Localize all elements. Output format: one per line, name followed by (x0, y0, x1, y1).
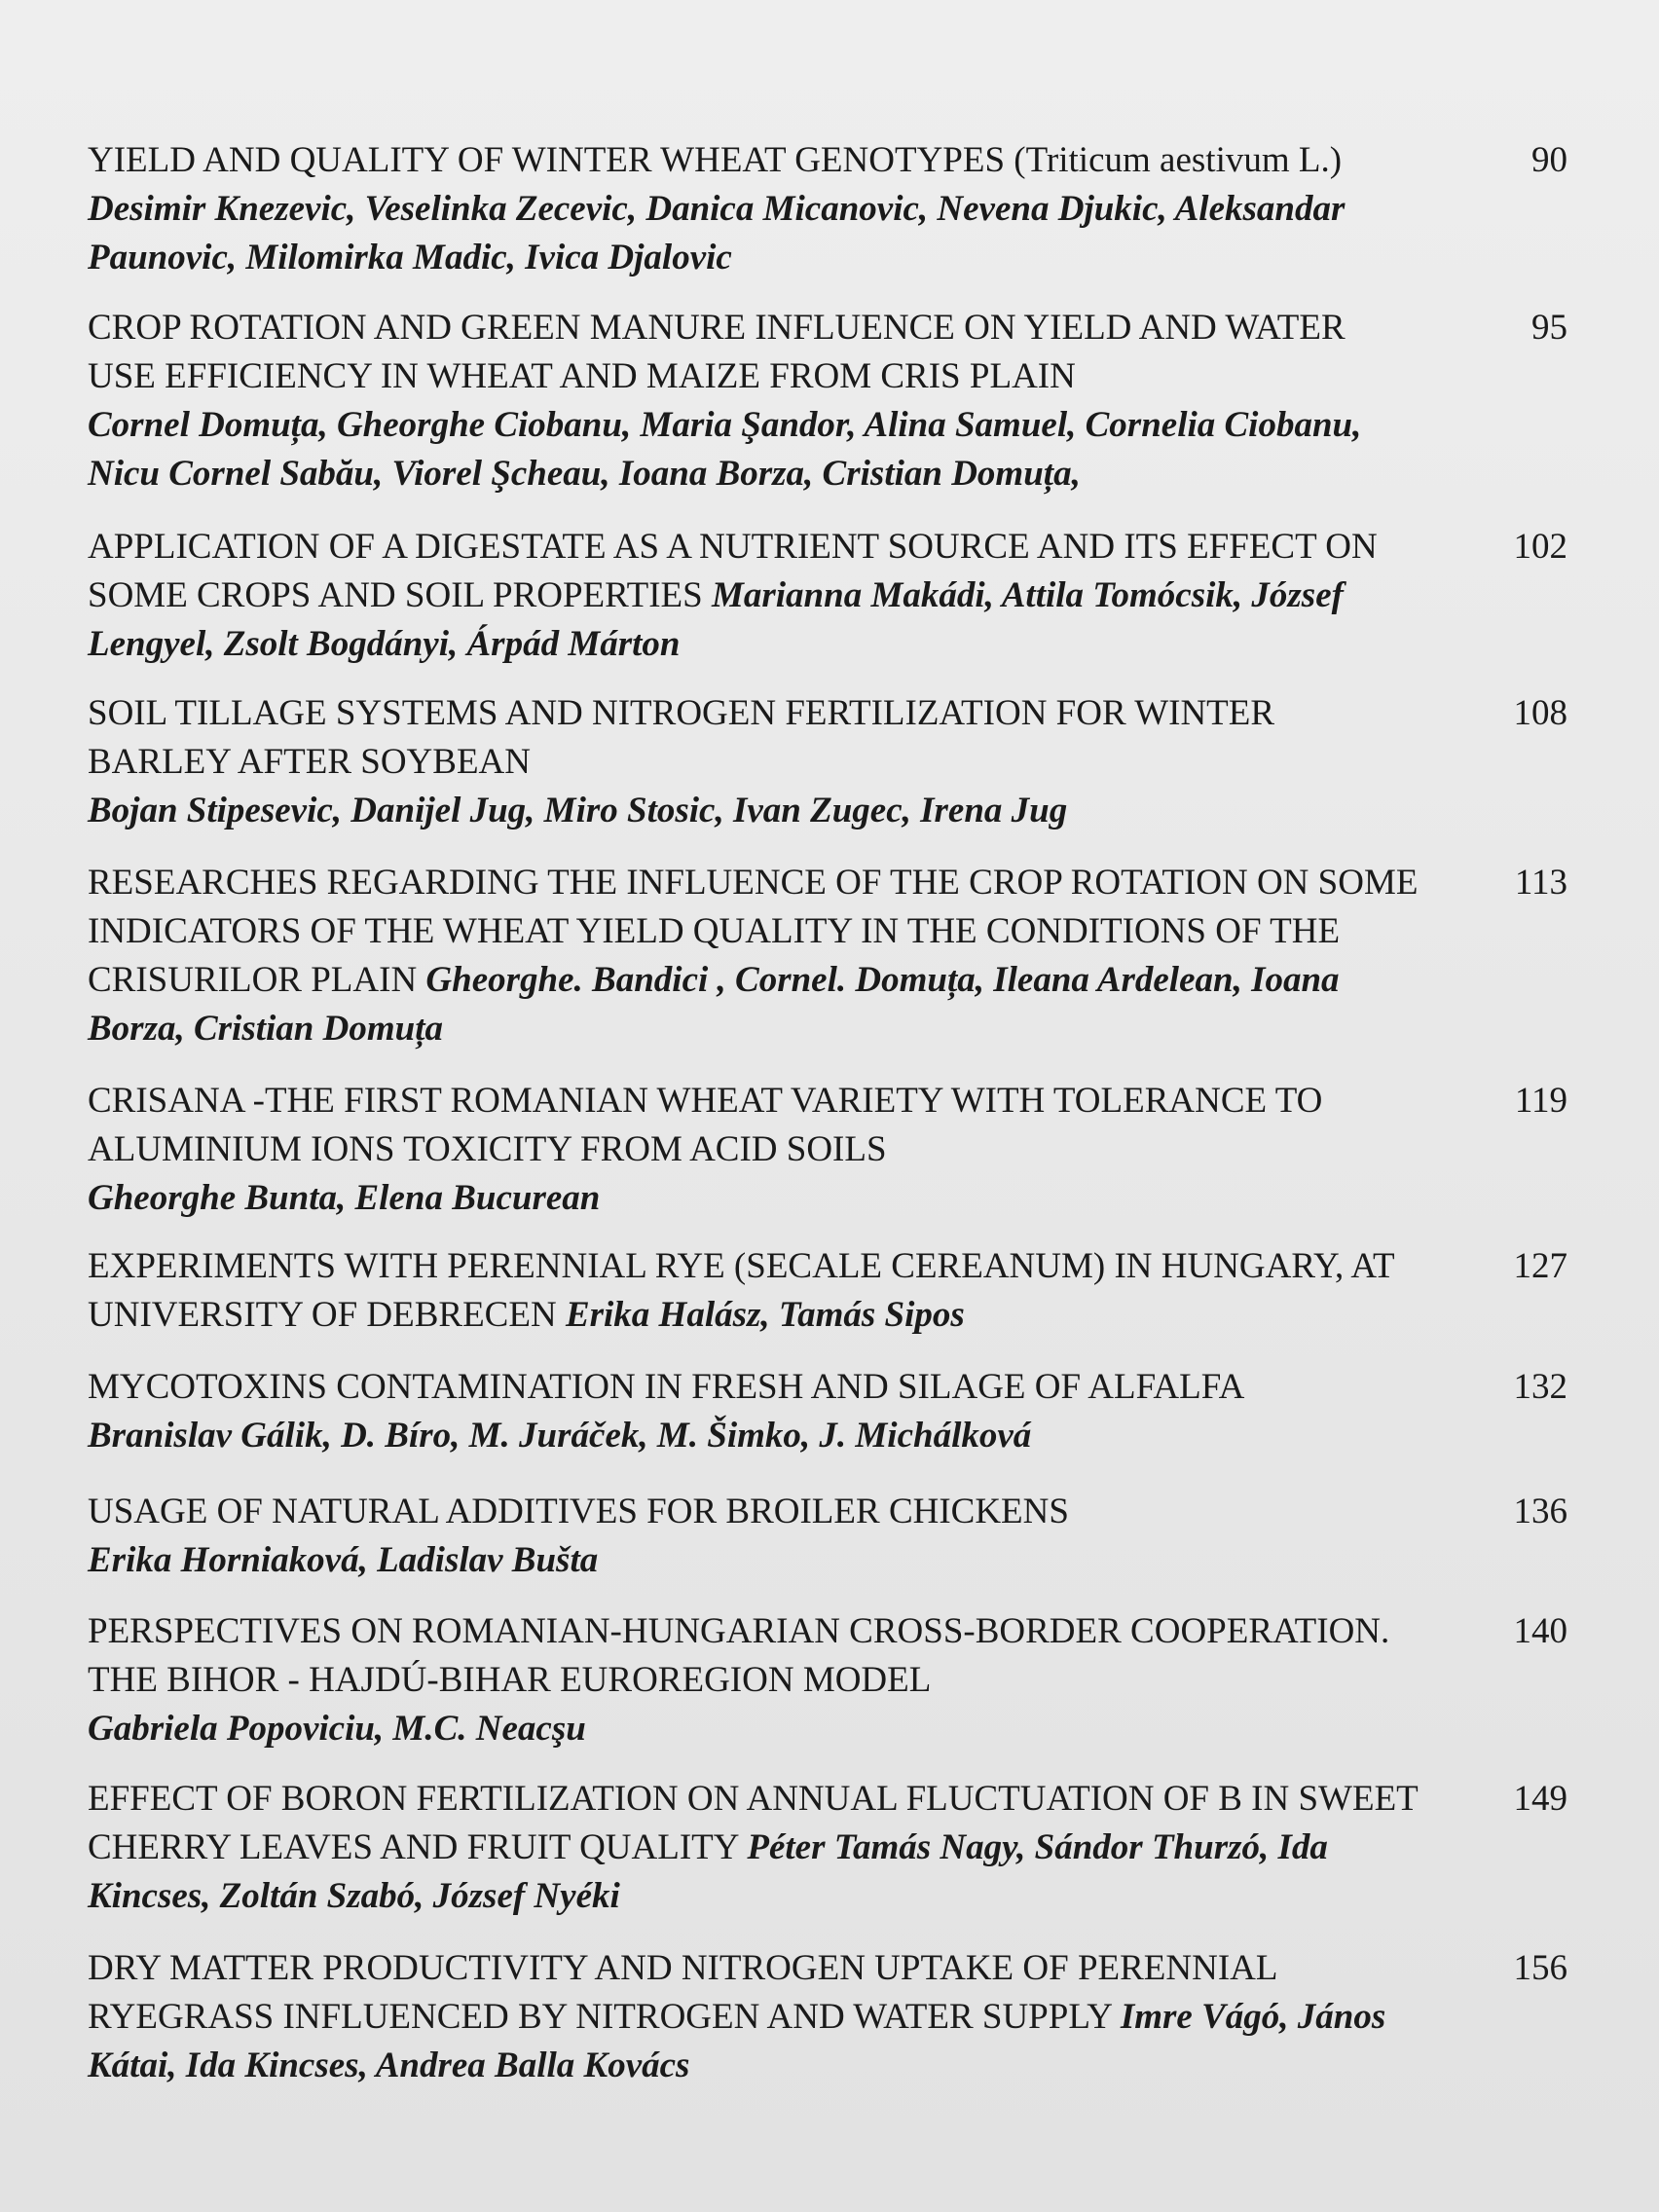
entry-authors: Erika Halász, Tamás Sipos (565, 1295, 965, 1335)
entry-authors: Desimir Knezevic, Veselinka Zecevic, Danica Micanovic, Nevena Djukic, Aleksandar Paunovic, Milomirka Madic, Ivica Djalovic (88, 189, 1346, 277)
entry-authors: Bojan Stipesevic, Danijel Jug, Miro Stosic, Ivan Zugec, Irena Jug (88, 791, 1068, 830)
toc-entry[interactable] (88, 1775, 1567, 1921)
toc-entry[interactable] (88, 1607, 1567, 1753)
entry-page-number: 108 (1513, 693, 1567, 733)
entry-authors: Gheorghe Bunta, Elena Bucurean (88, 1178, 601, 1218)
entry-page-number: 113 (1514, 863, 1567, 903)
entry-page-number: 140 (1513, 1611, 1567, 1651)
entry-authors: Péter Tamás Nagy, Sándor Thurzó, Ida Kincses, Zoltán Szabó, József Nyéki (88, 1827, 1328, 1916)
entry-title: SOIL TILLAGE SYSTEMS AND NITROGEN FERTILIZATION FOR WINTER BARLEY AFTER SOYBEAN (88, 693, 1275, 782)
entry-title: YIELD AND QUALITY OF WINTER WHEAT GENOTYPES (Triticum aestivum L.) (88, 140, 1343, 180)
toc-entry[interactable] (88, 1363, 1567, 1460)
toc-entry[interactable] (88, 1077, 1567, 1223)
toc-entry[interactable] (88, 859, 1567, 1053)
entry-authors: Erika Horniaková, Ladislav Bušta (88, 1540, 599, 1580)
toc-entry[interactable] (88, 523, 1567, 669)
toc-entry[interactable] (88, 304, 1567, 498)
toc-entry[interactable] (88, 1944, 1567, 2090)
entry-page-number: 156 (1513, 1948, 1567, 1988)
entry-title: RESEARCHES REGARDING THE INFLUENCE OF THE CROP ROTATION ON SOME INDICATORS OF THE WHEAT YIELD QUALITY IN THE CONDITIONS OF THE CRISURILOR PLAIN (88, 863, 1419, 1000)
entry-authors: Cornel Domuța, Gheorghe Ciobanu, Maria Şandor, Alina Samuel, Cornelia Ciobanu, Nicu Cornel Sabău, Viorel Şcheau, Ioana Borza, Cristian Domuța, (88, 405, 1362, 494)
entry-title: MYCOTOXINS CONTAMINATION IN FRESH AND SILAGE OF ALFALFA (88, 1367, 1245, 1407)
entry-authors: Marianna Makádi, Attila Tomócsik, József Lengyel, Zsolt Bogdányi, Árpád Márton (88, 575, 1344, 664)
table-of-contents (88, 136, 1567, 2090)
entry-title: CRISANA -THE FIRST ROMANIAN WHEAT VARIETY WITH TOLERANCE TO ALUMINIUM IONS TOXICITY FROM ACID SOILS (88, 1081, 1323, 1169)
entry-authors: Imre Vágó, János Kátai, Ida Kincses, Andrea Balla Kovács (88, 1997, 1386, 2085)
entry-page-number: 132 (1513, 1367, 1567, 1407)
entry-authors: Gheorghe. Bandici , Cornel. Domuța, Ileana Ardelean, Ioana Borza, Cristian Domuța (88, 960, 1340, 1049)
toc-entry[interactable] (88, 689, 1567, 835)
entry-page-number: 119 (1514, 1081, 1567, 1121)
entry-title: EFFECT OF BORON FERTILIZATION ON ANNUAL FLUCTUATION OF B IN SWEET CHERRY LEAVES AND FRUIT QUALITY (88, 1779, 1419, 1867)
entry-page-number: 102 (1513, 527, 1567, 567)
entry-page-number: 149 (1513, 1779, 1567, 1819)
entry-title: APPLICATION OF A DIGESTATE AS A NUTRIENT SOURCE AND ITS EFFECT ON SOME CROPS AND SOIL PROPERTIES (88, 527, 1378, 615)
toc-entry[interactable] (88, 136, 1567, 282)
toc-entry[interactable] (88, 1242, 1567, 1340)
entry-page-number: 95 (1531, 308, 1567, 348)
entry-page-number: 136 (1513, 1492, 1567, 1531)
entry-title: PERSPECTIVES ON ROMANIAN-HUNGARIAN CROSS-BORDER COOPERATION. THE BIHOR - HAJDÚ-BIHAR EUROREGION MODEL (88, 1611, 1390, 1700)
entry-title: USAGE OF NATURAL ADDITIVES FOR BROILER CHICKENS (88, 1492, 1069, 1531)
entry-title: CROP ROTATION AND GREEN MANURE INFLUENCE ON YIELD AND WATER USE EFFICIENCY IN WHEAT AND MAIZE FROM CRIS PLAIN (88, 308, 1346, 396)
entry-page-number: 90 (1531, 140, 1567, 180)
toc-entry[interactable] (88, 1488, 1567, 1585)
entry-title: DRY MATTER PRODUCTIVITY AND NITROGEN UPTAKE OF PERENNIAL RYEGRASS INFLUENCED BY NITROGEN AND WATER SUPPLY (88, 1948, 1277, 2037)
entry-title: EXPERIMENTS WITH PERENNIAL RYE (SECALE CEREANUM) IN HUNGARY, AT UNIVERSITY OF DEBRECEN (88, 1246, 1394, 1335)
entry-authors: Gabriela Popoviciu, M.C. Neacşu (88, 1709, 586, 1749)
entry-page-number: 127 (1513, 1246, 1567, 1286)
entry-authors: Branislav Gálik, D. Bíro, M. Juráček, M. Šimko, J. Michálková (88, 1416, 1032, 1456)
